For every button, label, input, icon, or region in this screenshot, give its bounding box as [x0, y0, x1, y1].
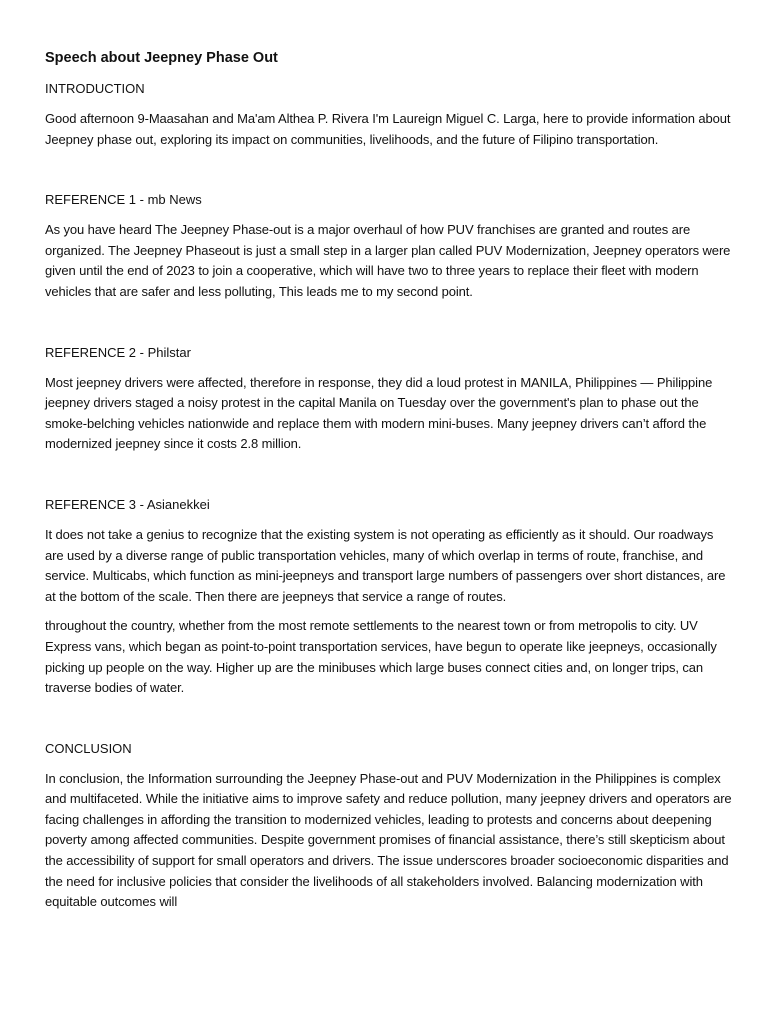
conclusion-heading: CONCLUSION	[45, 740, 132, 756]
document-page	[45, 48, 735, 913]
conclusion-paragraph: In conclusion, the Information surrounding the Jeepney Phase-out and PUV Modernization in the Philippines is complex and multifaceted. While the initiative aims to improve safety and reduce pollution, many jeepney drivers and operators are facing challenges in affording the transition to modernized vehicles, leading to protests and concerns about deepening poverty among affected communities. Despite government promises of financial assistance, there’s still skepticism about the accessibility of support for small operators and drivers. The issue underscores broader socioeconomic disparities and the need for inclusive policies that consider the livelihoods of all stakeholders involved. Balancing modernization with equitable outcomes will	[45, 770, 732, 910]
reference-3-heading: REFERENCE 3 - Asianekkei	[45, 496, 210, 512]
reference-2-heading: REFERENCE 2 - Philstar	[45, 344, 191, 360]
reference-3-paragraph-2: throughout the country, whether from the most remote settlements to the nearest town or from metropolis to city. UV Express vans, which began as point-to-point transportation services, have begun to operate like jeepneys, occasionally picking up people on the way. Higher up are the minibuses which large buses connect cities and, on longer trips, can traverse bodies of water.	[45, 618, 717, 696]
document-title: Speech about Jeepney Phase Out	[45, 50, 278, 66]
reference-3-paragraph-1: It does not take a genius to recognize that the existing system is not operating as efficiently as it should. Our roadways are used by a diverse range of public transportation vehicles, many of which overlap in terms of route, franchise, and service. Multicabs, which function as mini-jeepneys and transport large numbers of passengers over short distances, are at the bottom of the scale. Then there are jeepneys that service a range of routes.	[45, 526, 726, 604]
reference-2-paragraph: Most jeepney drivers were affected, therefore in response, they did a loud protest in MANILA, Philippines — Philippine jeepney drivers staged a noisy protest in the capital Manila on Tuesday over the government's plan to phase out the smoke-belching vehicles nationwide and replace them with modern mini-buses. Many jeepney drivers can’t afford the modernized jeepney since it costs 2.8 million.	[45, 374, 713, 452]
introduction-heading: INTRODUCTION	[45, 81, 145, 96]
introduction-paragraph: Good afternoon 9-Maasahan and Ma'am Althea P. Rivera I'm Laureign Miguel C. Larga, here to provide information about Jeepney phase out, exploring its impact on communities, livelihoods, and the future of Filipino transportation.	[45, 111, 731, 147]
reference-1-heading: REFERENCE 1 - mb News	[45, 192, 202, 208]
reference-1-paragraph: As you have heard The Jeepney Phase-out is a major overhaul of how PUV franchises are granted and routes are organized. The Jeepney Phaseout is just a small step in a larger plan called PUV Modernization, Jeepney operators were given until the end of 2023 to join a cooperative, which will have two to three years to replace their fleet with modern vehicles that are safer and less polluting, This leads me to my second point.	[45, 222, 731, 299]
